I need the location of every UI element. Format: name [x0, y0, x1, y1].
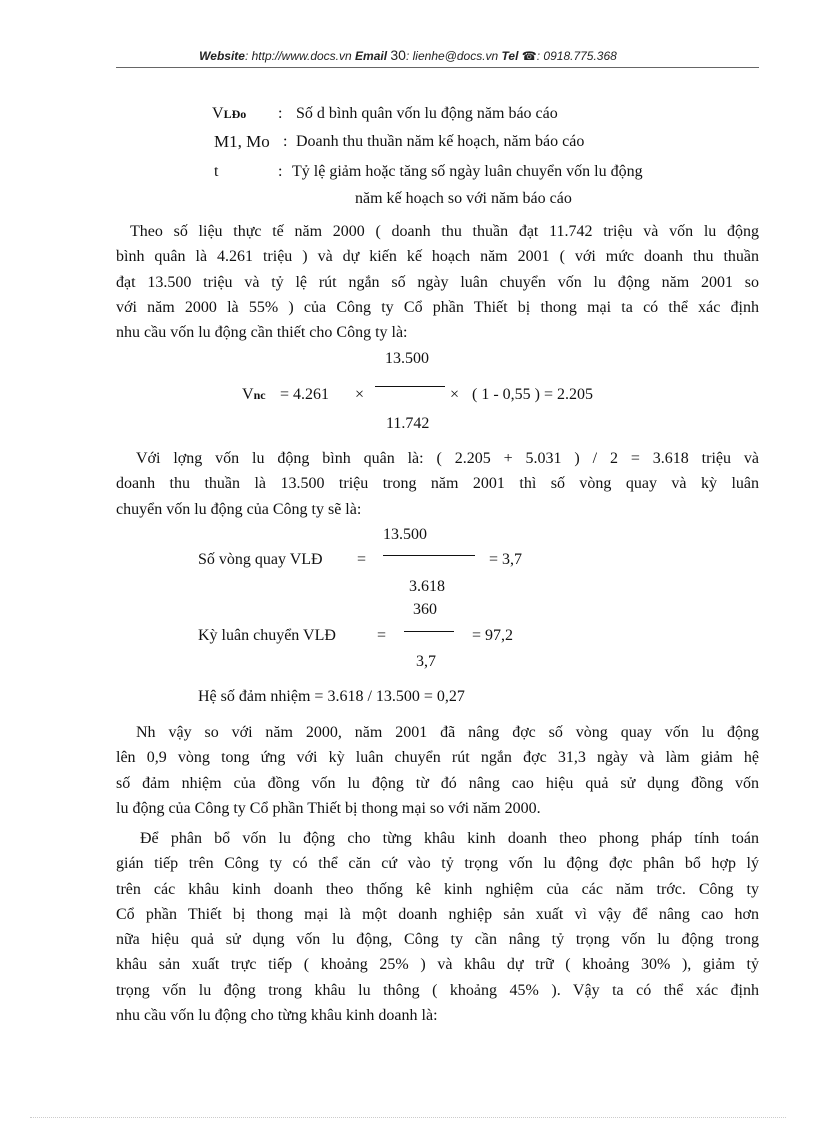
email-value[interactable]: : lienhe@docs.vn: [405, 49, 499, 63]
paragraph-line: nhu cầu vốn lu động cho từng khâu kinh doanh là:: [116, 1007, 438, 1025]
paragraph-line: nữa hiệu quả sử dụng vốn lu động, Công ty cần nâng tỷ trọng vốn lu động trong: [116, 931, 759, 949]
page-header: [0, 47, 816, 63]
paragraph-2: [116, 446, 759, 522]
definition-text-continued: năm kế hoạch so với năm báo cáo: [355, 190, 572, 207]
paragraph-line: với năm 2000 là 55% ) của Công ty Cổ phần Thiết bị thong mại ta có thể xác định: [116, 298, 759, 316]
paragraph-line: Theo số liệu thực tế năm 2000 ( doanh thu thuần đạt 11.742 triệu và vốn lu động: [130, 223, 759, 240]
formula-3-fraction-bar: [404, 631, 454, 632]
formula-1-lhs: Vnc: [242, 386, 266, 403]
definition-text: Doanh thu thuần năm kế hoạch, năm báo cáo: [296, 133, 585, 150]
paragraph-line: khâu sản xuất trực tiếp ( khoảng 25% ) và khâu dự trữ ( khoảng 30% ), giảm tỷ: [116, 956, 759, 974]
formula-2-equals: =: [357, 551, 367, 568]
definition-sep: :: [278, 163, 283, 180]
paragraph-line: bình quân là 4.261 triệu ) và dự kiến kế hoạch năm 2001 ( với mức doanh thu thuần: [116, 248, 759, 266]
formula-1-times: ×: [450, 386, 460, 403]
formula-1-denominator: 11.742: [386, 415, 430, 432]
website-label: Website: [199, 49, 245, 63]
formula-3-equals: =: [377, 627, 387, 644]
formula-3-numerator: 360: [413, 601, 437, 618]
definition-symbol: M1, Mo: [214, 132, 270, 151]
formula-2-fraction-bar: [383, 555, 475, 556]
definition-text: Số d bình quân vốn lu động năm báo cáo: [296, 105, 558, 122]
formula-1-rest: ( 1 - 0,55 ) = 2.205: [472, 386, 594, 403]
header-divider: [116, 67, 759, 68]
paragraph-line: Với lợng vốn lu động bình quân là: ( 2.205 + 5.031 ) / 2 = 3.618 triệu và: [136, 450, 759, 467]
tel-label: Tel: [501, 49, 519, 63]
paragraph-line: trọng vốn lu động trong khâu lu thông ( khoảng 45% ). Vậy ta có thể xác định: [116, 981, 759, 999]
paragraph-line: trên các khâu kinh doanh theo thống kê kinh nghiệm của các năm trớc. Công ty: [116, 880, 759, 898]
formula-2-label: Số vòng quay VLĐ: [198, 551, 323, 568]
formula-2-result: = 3,7: [489, 551, 523, 568]
paragraph-1: [116, 219, 759, 345]
page-bottom-border: [30, 1117, 786, 1118]
formula-3-denominator: 3,7: [416, 653, 436, 670]
paragraph-line: nhu cầu vốn lu động cần thiết cho Công ty là:: [116, 324, 408, 342]
formula-3-result: = 97,2: [472, 627, 514, 644]
formula-2-denominator: 3.618: [409, 578, 445, 595]
definition-sep: :: [283, 133, 288, 150]
definition-symbol: t: [214, 163, 219, 180]
formula-1-fraction-bar: [375, 386, 445, 387]
paragraph-line: Cổ phần Thiết bị thong mại là một doanh nghiệp sản xuất vì vậy để nâng cao hơn: [116, 905, 759, 923]
formula-1-times: ×: [355, 386, 365, 403]
paragraph-3: [116, 720, 759, 821]
paragraph-line: Để phân bổ vốn lu động cho từng khâu kinh doanh theo phong pháp tính toán: [140, 830, 759, 847]
paragraph-line: gián tiếp trên Công ty có thể căn cứ vào tỷ trọng vốn lu động đợc phân bổ hợp lý: [116, 855, 759, 873]
paragraph-line: lên 0,9 vòng tong ứng với kỳ luân chuyển rút ngắn đợc 31,3 ngày và làm giảm hệ: [116, 749, 759, 767]
formula-2-numerator: 13.500: [383, 526, 427, 543]
page-number: 30: [390, 47, 406, 63]
formula-4: Hệ số đảm nhiệm = 3.618 / 13.500 = 0,27: [198, 688, 465, 705]
paragraph-line: lu động của Công ty Cổ phần Thiết bị thong mại so với năm 2000.: [116, 799, 541, 817]
definition-symbol: VLĐo: [212, 105, 247, 122]
formula-1-numerator: 13.500: [385, 350, 429, 367]
paragraph-line: số đảm nhiệm của đồng vốn lu động từ đó nâng cao hiệu quả sử dụng đồng vốn: [116, 774, 759, 792]
paragraph-line: Nh vậy so với năm 2000, năm 2001 đã nâng đợc số vòng quay vốn lu động: [136, 724, 759, 741]
definition-text: Tỷ lệ giảm hoặc tăng số ngày luân chuyển vốn lu động: [292, 163, 643, 180]
phone-icon: ☎: [521, 49, 537, 63]
email-label: Email: [355, 49, 388, 63]
paragraph-4: [116, 826, 759, 1028]
formula-1-coefficient: = 4.261: [280, 386, 330, 403]
paragraph-line: doanh thu thuần là 13.500 triệu trong năm 2001 thì số vòng quay và kỳ luân: [116, 475, 759, 493]
tel-value: : 0918.775.368: [536, 49, 617, 63]
website-value[interactable]: : http://www.docs.vn: [244, 49, 352, 63]
definition-row-vldo: [212, 101, 246, 127]
paragraph-line: đạt 13.500 triệu và tỷ lệ rút ngắn số ngày luân chuyển vốn lu động năm 2001 so: [116, 273, 759, 291]
formula-3-label: Kỳ luân chuyển VLĐ: [198, 627, 336, 644]
paragraph-line: chuyển vốn lu động của Công ty sẽ là:: [116, 500, 362, 518]
definition-sep: :: [278, 105, 283, 122]
